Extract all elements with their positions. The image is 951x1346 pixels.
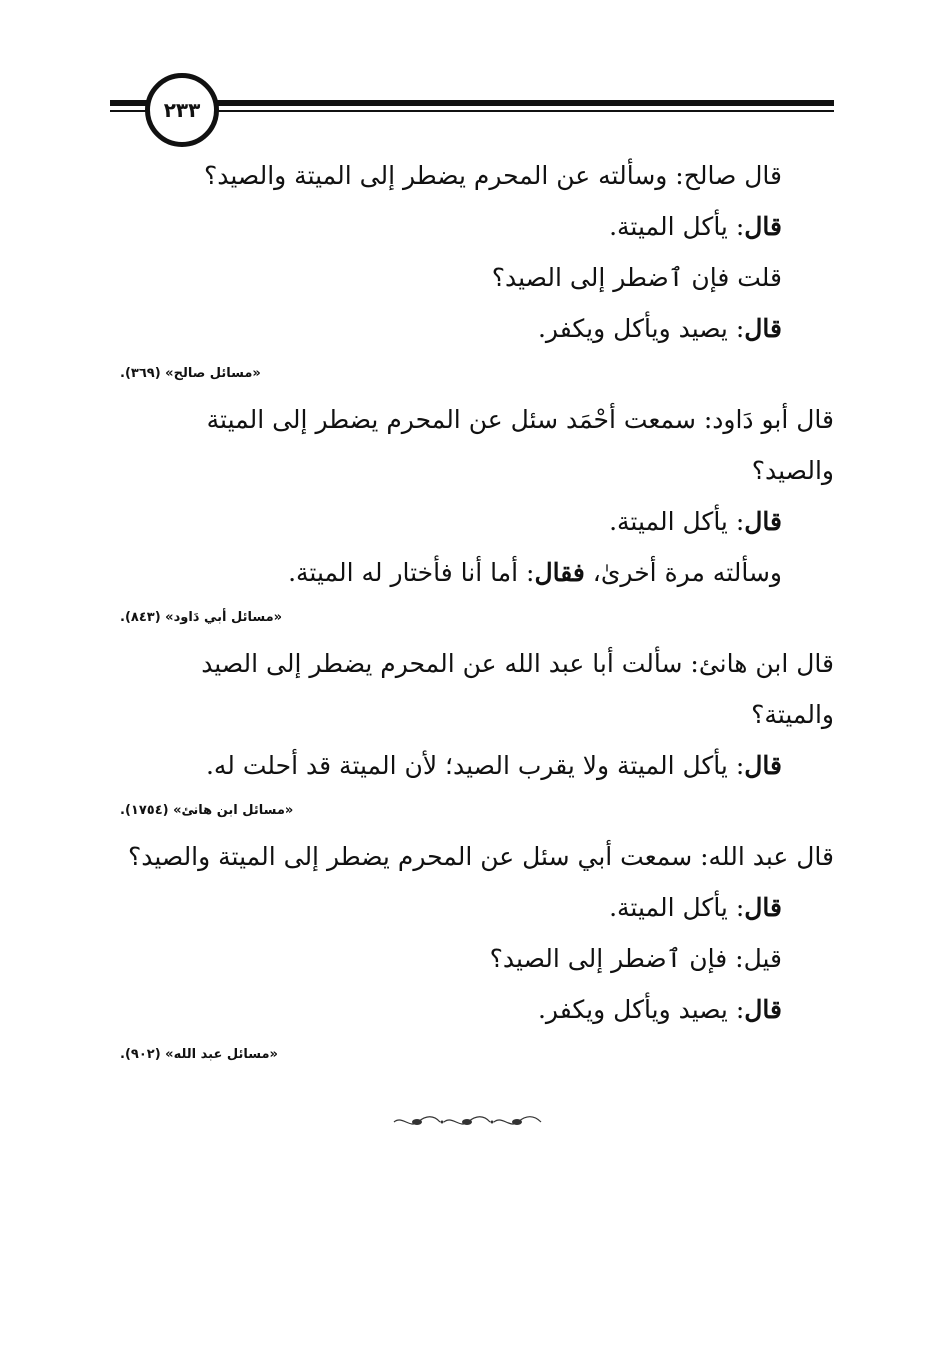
line-text: ٱضطر إلى الصيد؟ xyxy=(491,263,692,292)
line-text: : يأكل الميتة ولا يقرب الصيد؛ لأن الميتة قد أحلت له. xyxy=(205,751,745,780)
text-line xyxy=(110,740,834,791)
line-text: : وسألته عن المحرم يضطر إلى الميتة والصيد؟ xyxy=(203,161,684,190)
line-text: : يأكل الميتة. xyxy=(609,212,745,241)
line-text: : يأكل الميتة. xyxy=(609,507,745,536)
line-text: وسألته مرة أخرىٰ، xyxy=(584,558,782,587)
source-reference xyxy=(110,1035,834,1075)
page-number-text: ٢٣٣ xyxy=(163,98,201,122)
text-line xyxy=(110,882,834,933)
text-line xyxy=(110,394,834,445)
text-line xyxy=(110,303,834,354)
speaker-label: قال xyxy=(744,507,782,536)
line-text: قال ابن هانئ: سألت أبا عبد الله عن المحرم يضطر إلى الصيد xyxy=(201,649,834,678)
source-reference xyxy=(110,791,834,831)
text-line xyxy=(110,445,834,496)
speaker-label: قال xyxy=(744,995,782,1024)
reference-text: «مسائل صالح» (٣٦٩). xyxy=(120,366,261,381)
reference-text: «مسائل ابن هانئ» (١٧٥٤). xyxy=(120,803,294,818)
floral-divider-icon xyxy=(390,1112,545,1132)
line-text: : أما أنا فأختار له الميتة. xyxy=(288,558,535,587)
line-text: قال أبو دَاود: سمعت أحْمَد سئل عن المحرم يضطر إلى الميتة xyxy=(206,405,834,434)
floral-divider-graphic xyxy=(390,1113,545,1131)
text-line xyxy=(110,496,834,547)
line-text: : يصيد ويأكل ويكفر. xyxy=(537,995,745,1024)
text-line xyxy=(110,252,834,303)
speaker-label: قلت فإن xyxy=(691,263,782,292)
line-text: : فإن ٱضطر إلى الصيد؟ xyxy=(489,944,744,973)
text-line xyxy=(110,547,834,598)
line-text: قال عبد الله: سمعت أبي سئل عن المحرم يضطر إلى الميتة والصيد؟ xyxy=(127,842,834,871)
page-number xyxy=(145,73,219,147)
speaker-label: قال xyxy=(744,893,782,922)
line-text: والصيد؟ xyxy=(751,456,834,485)
speaker-label: قيل xyxy=(743,944,782,973)
text-line xyxy=(110,984,834,1035)
text-line xyxy=(110,150,834,201)
source-reference xyxy=(110,598,834,638)
text-line xyxy=(110,201,834,252)
text-line xyxy=(110,831,834,882)
speaker-label: فقال xyxy=(534,558,585,587)
speaker-label: قال xyxy=(744,212,782,241)
text-line xyxy=(110,933,834,984)
page-header xyxy=(110,70,834,150)
reference-text: «مسائل عبد الله» (٩٠٢). xyxy=(120,1047,278,1062)
text-line xyxy=(110,638,834,689)
source-reference xyxy=(110,354,834,394)
text-line xyxy=(110,689,834,740)
speaker-label: قال صالح xyxy=(683,161,782,190)
speaker-label: قال xyxy=(744,314,782,343)
line-text: : يأكل الميتة. xyxy=(609,893,745,922)
reference-text: «مسائل أبي دَاود» (٨٤٣). xyxy=(120,610,283,625)
line-text: والميتة؟ xyxy=(751,700,834,729)
speaker-label: قال xyxy=(744,751,782,780)
page-body xyxy=(110,150,834,1075)
line-text: : يصيد ويأكل ويكفر. xyxy=(537,314,745,343)
